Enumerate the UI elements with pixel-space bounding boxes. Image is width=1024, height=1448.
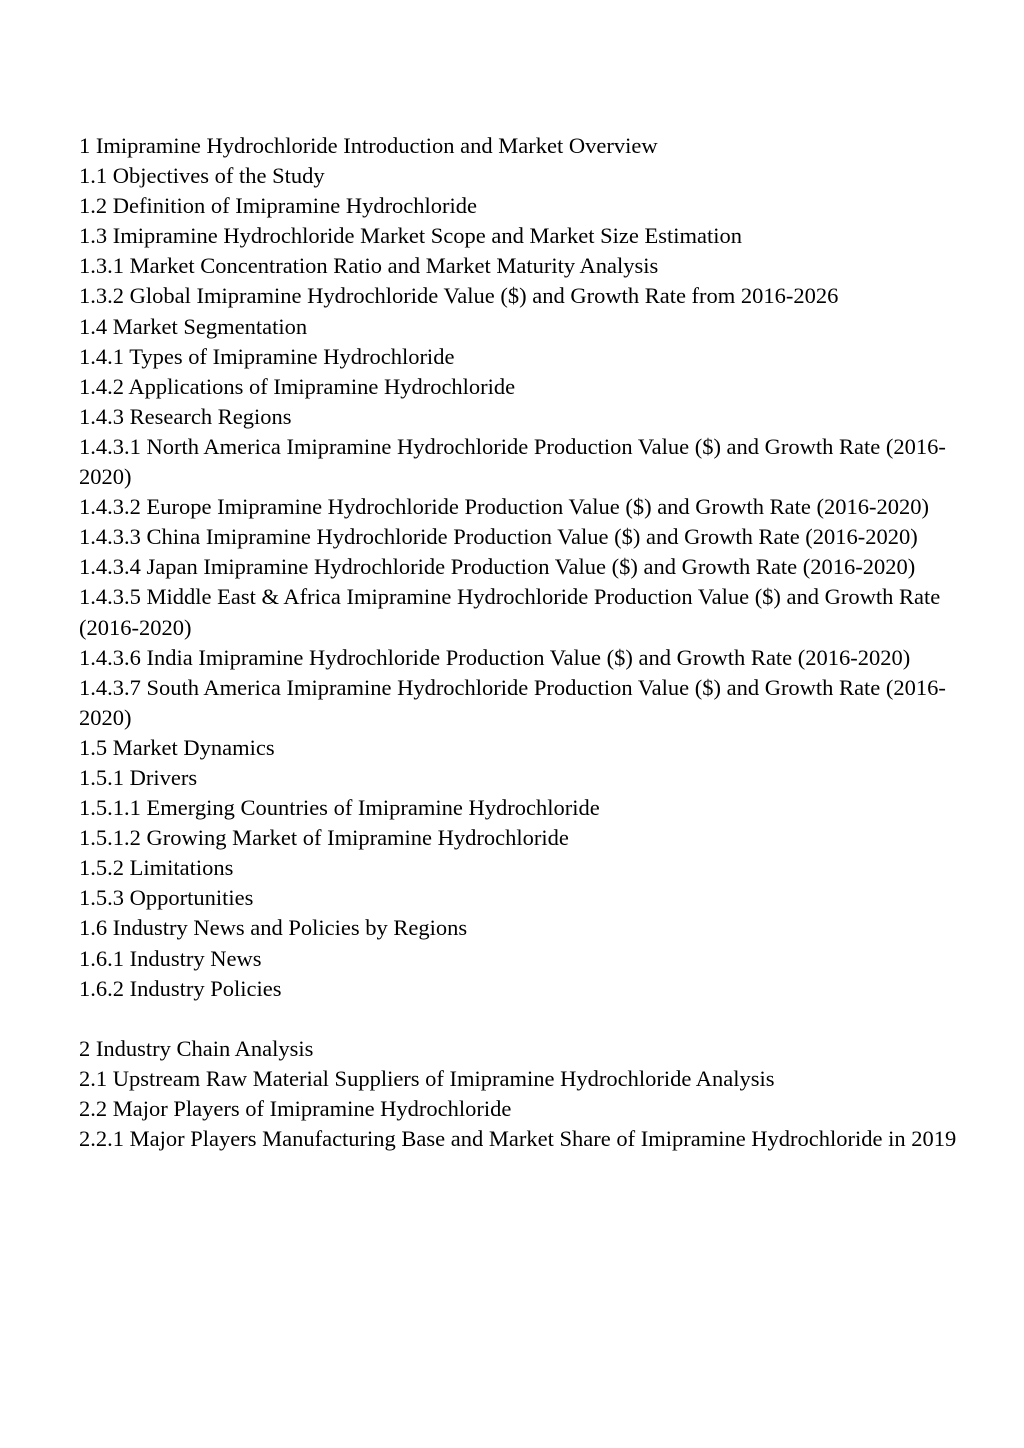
toc-line: 1.4.3.1 North America Imipramine Hydrochloride Production Value ($) and Growth Rate (2016-2020) [79, 433, 946, 490]
toc-line: 1.5.1.1 Emerging Countries of Imipramine Hydrochloride [79, 795, 600, 821]
toc-line: 1.5 Market Dynamics [79, 734, 275, 760]
toc-line: 1.5.2 Limitations [79, 855, 234, 881]
toc-line: 1.3.1 Market Concentration Ratio and Market Maturity Analysis [79, 253, 659, 279]
toc-line: 1.5.3 Opportunities [79, 885, 254, 911]
toc-line: 2.1 Upstream Raw Material Suppliers of Imipramine Hydrochloride Analysis [79, 1065, 775, 1091]
toc-line: 1.6.1 Industry News [79, 945, 262, 971]
toc-line: 1.4.3.7 South America Imipramine Hydrochloride Production Value ($) and Growth Rate (2016-2020) [79, 674, 946, 730]
toc-line: 1.4.3.6 India Imipramine Hydrochloride Production Value ($) and Growth Rate (2016-2020) [79, 644, 911, 670]
toc-line: 2.2.1 Major Players Manufacturing Base and Market Share of Imipramine Hydrochloride in 2019 [79, 1126, 957, 1152]
toc-section-1 [79, 131, 959, 1004]
toc-line: 1.4.3.5 Middle East & Africa Imipramine Hydrochloride Production Value ($) and Growth Rate (2016-2020) [79, 584, 941, 640]
toc-line: 1.3.2 Global Imipramine Hydrochloride Value ($) and Growth Rate from 2016-2026 [79, 283, 839, 309]
toc-line: 1.4.3.3 China Imipramine Hydrochloride Production Value ($) and Growth Rate (2016-2020) [79, 524, 918, 550]
toc-line: 1.6.2 Industry Policies [79, 975, 282, 1001]
toc-section-2 [79, 1034, 959, 1154]
toc-line: 1.4 Market Segmentation [79, 313, 308, 339]
toc-page [79, 131, 959, 1154]
toc-line: 2.2 Major Players of Imipramine Hydrochloride [79, 1096, 512, 1121]
toc-line: 1.4.3.4 Japan Imipramine Hydrochloride Production Value ($) and Growth Rate (2016-2020) [79, 554, 916, 580]
toc-line: 1 Imipramine Hydrochloride Introduction and Market Overview [79, 133, 658, 158]
toc-line: 1.2 Definition of Imipramine Hydrochloride [79, 193, 478, 219]
toc-line: 1.4.1 Types of Imipramine Hydrochloride [79, 343, 455, 369]
toc-line: 1.5.1 Drivers [79, 764, 198, 790]
toc-line: 2 Industry Chain Analysis [79, 1035, 314, 1061]
toc-line: 1.3 Imipramine Hydrochloride Market Scope and Market Size Estimation [79, 223, 742, 249]
toc-line: 1.4.3 Research Regions [79, 403, 292, 429]
toc-line: 1.1 Objectives of the Study [79, 163, 325, 189]
toc-line: 1.6 Industry News and Policies by Regions [79, 915, 468, 941]
toc-line: 1.5.1.2 Growing Market of Imipramine Hydrochloride [79, 825, 569, 851]
toc-line: 1.4.2 Applications of Imipramine Hydrochloride [79, 373, 516, 399]
toc-line: 1.4.3.2 Europe Imipramine Hydrochloride Production Value ($) and Growth Rate (2016-2020) [79, 494, 930, 520]
